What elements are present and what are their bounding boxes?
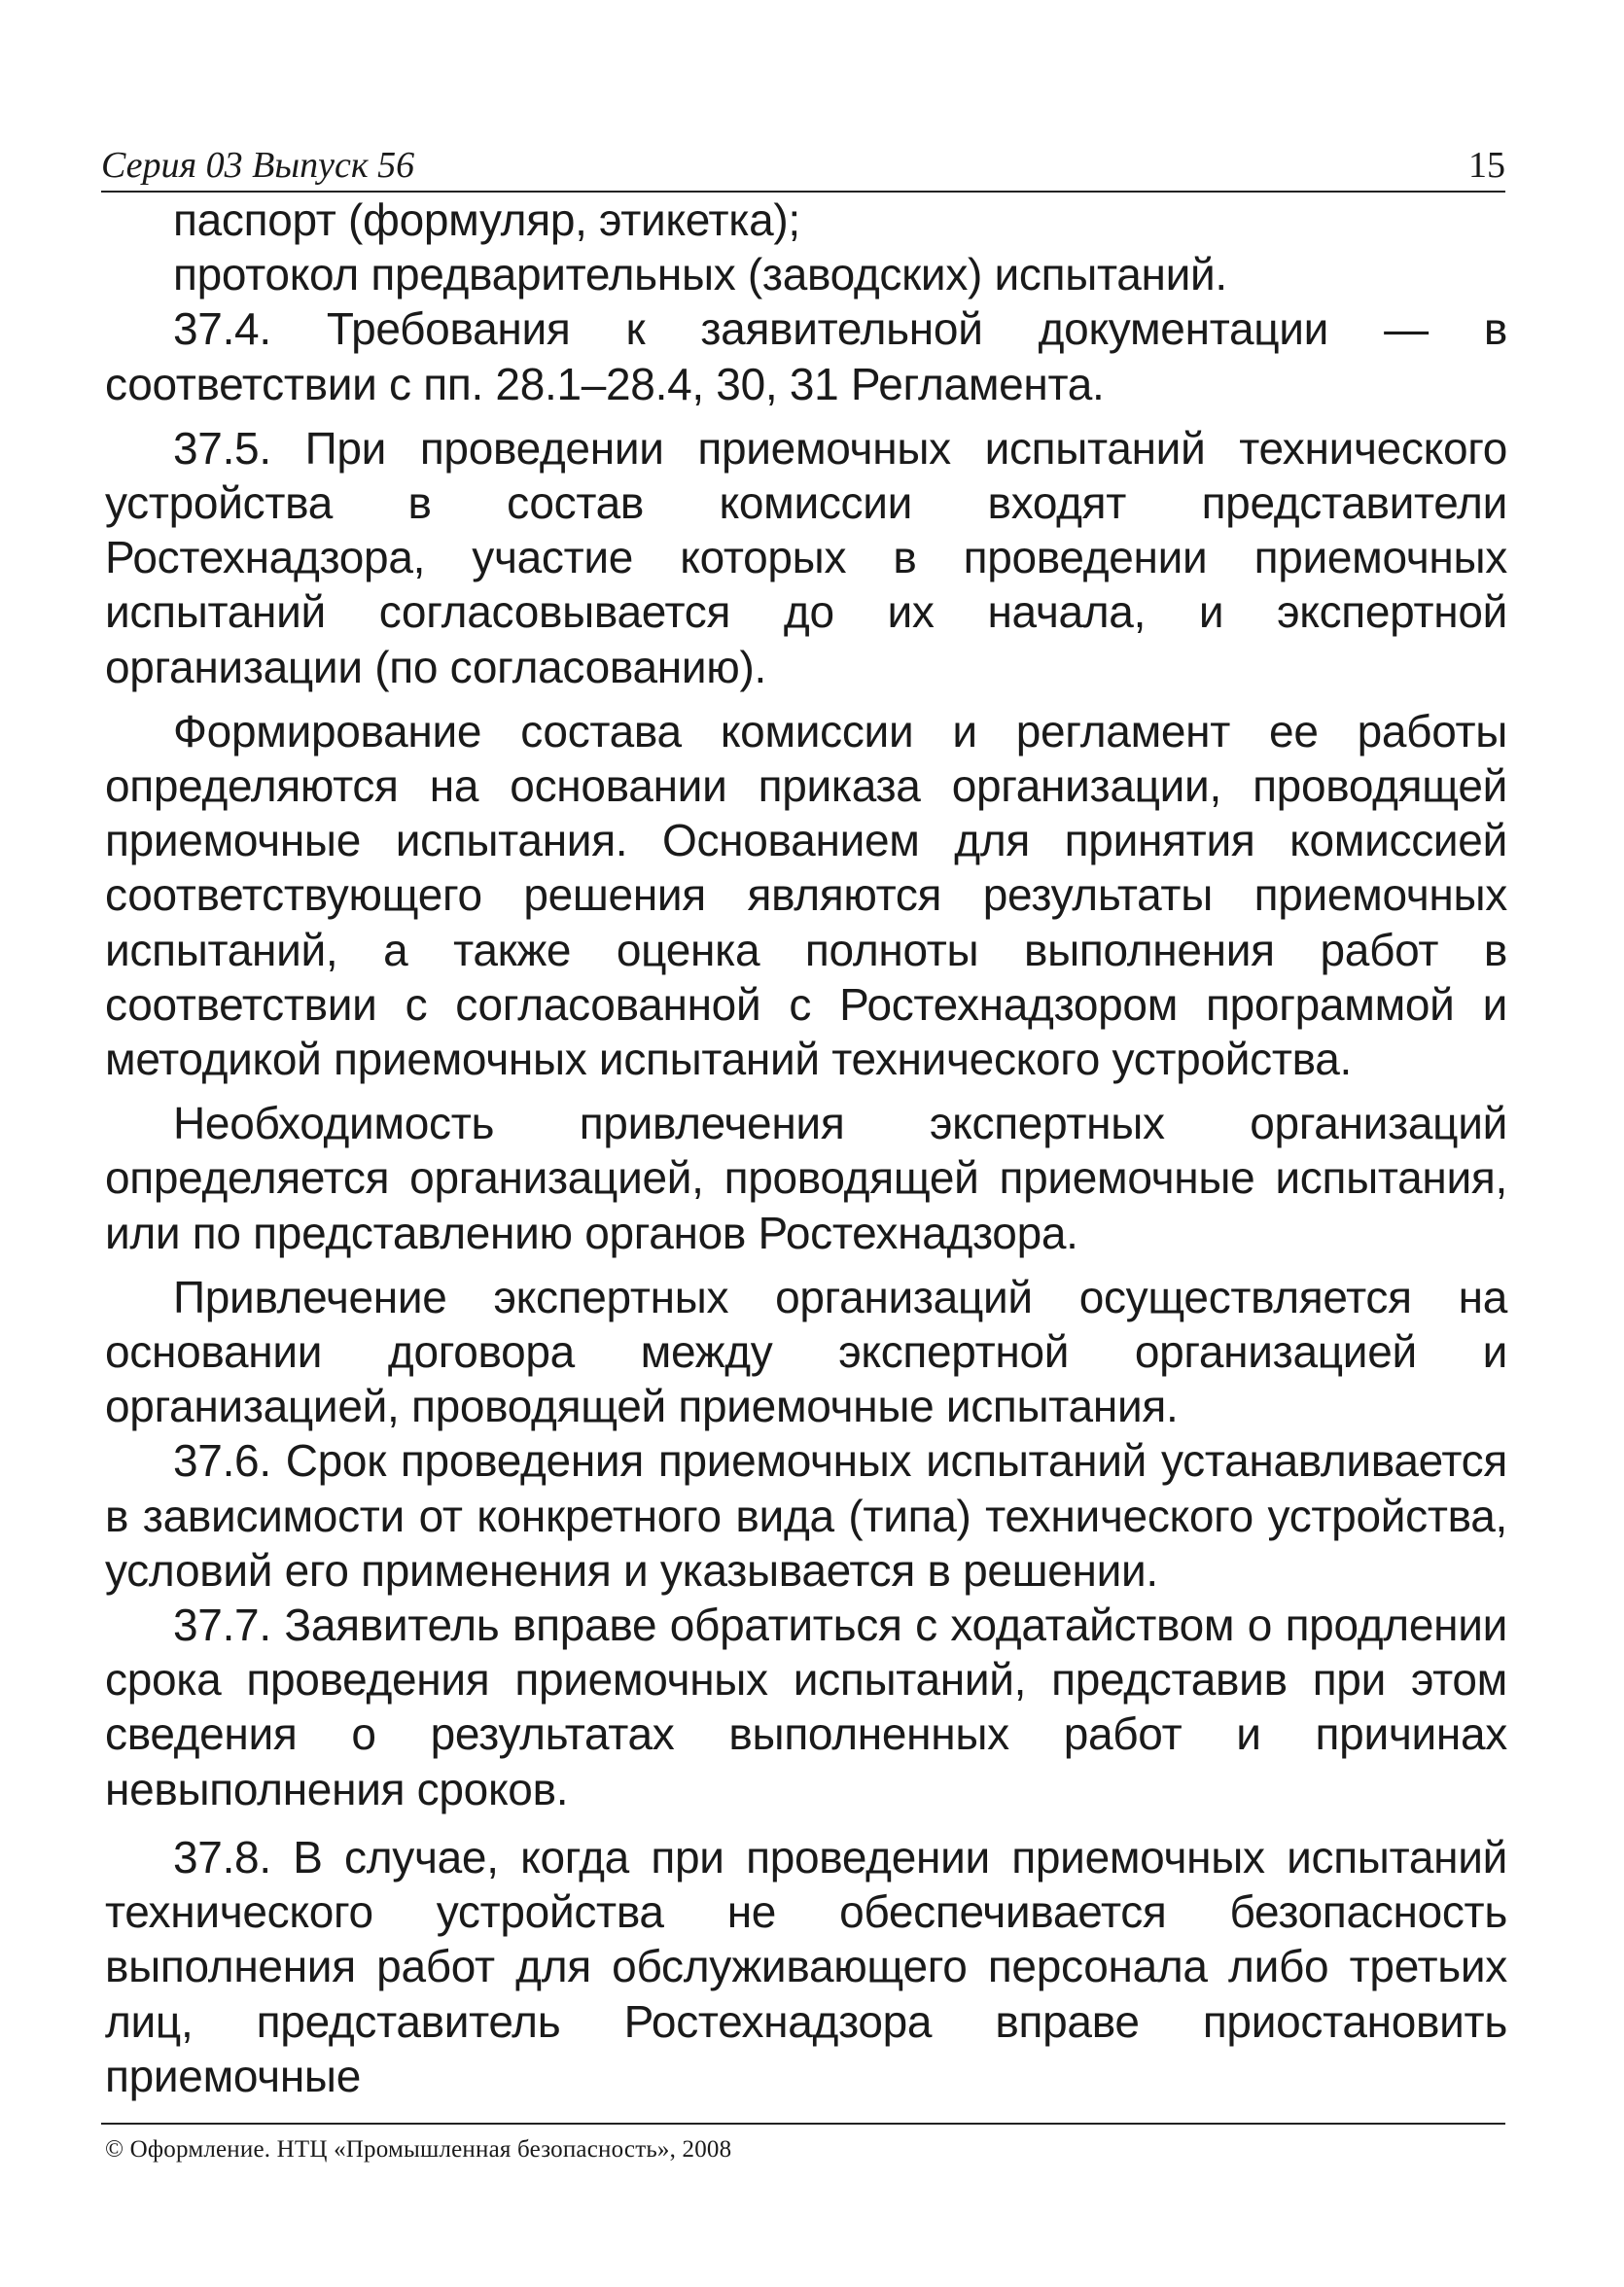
paragraph-commission: Формирование состава комиссии и регламент ее работы определяются на основании приказа организации, проводящей приемочные испытания. Основанием для принятия комиссией соответствующего решения являются результаты приемочных испытаний, а также оценка полноты выполнения работ в соответствии с согласованной с Ростехнадзором программой и методикой приемочных испытаний технического устройства. (105, 705, 1507, 1085)
paragraph-37-7: 37.7. Заявитель вправе обратиться с ходатайством о продлении срока проведения приемочных испытаний, представив при этом сведения о результатах выполненных работ и причинах невыполнения сроков. (105, 1600, 1507, 1814)
paragraph-37-6: 37.6. Срок проведения приемочных испытаний устанавливается в зависимости от конкретного вида (типа) технического устройства, условий его применения и указывается в решении. (105, 1435, 1507, 1596)
page-number: 15 (1468, 145, 1505, 186)
paragraph-passport: паспорт (формуляр, этикетка); (173, 194, 800, 245)
series-title: Серия 03 Выпуск 56 (101, 145, 415, 186)
paragraph-37-5: 37.5. При проведении приемочных испытаний технического устройства в состав комиссии входят представители Ростехнадзора, участие которых в проведении приемочных испытаний согласовывается до их начала, и экспертной организации (по согласованию). (105, 422, 1507, 692)
body-text (105, 193, 1507, 2103)
footer-copyright: © Оформление. НТЦ «Промышленная безопасность», 2008 (105, 2136, 732, 2163)
page-header (101, 134, 1505, 193)
footer-divider (101, 2123, 1505, 2125)
paragraph-37-8: 37.8. В случае, когда при проведении приемочных испытаний технического устройства не обеспечивается безопасность выполнения работ для обслуживающего персонала либо третьих лиц, представитель Ростехнадзора вправе приостановить приемочные (105, 1831, 1507, 2101)
paragraph-37-4: 37.4. Требования к заявительной документации — в соответствии с пп. 28.1–28.4, 30, 31 Регламента. (105, 303, 1507, 409)
paragraph-protocol: протокол предварительных (заводских) испытаний. (173, 249, 1227, 300)
paragraph-expert-need: Необходимость привлечения экспертных организаций определяется организацией, проводящей приемочные испытания, или по представлению органов Ростехнадзора. (105, 1098, 1507, 1258)
paragraph-expert-contract: Привлечение экспертных организаций осуществляется на основании договора между экспертной организацией и организацией, проводящей приемочные испытания. (105, 1271, 1507, 1432)
